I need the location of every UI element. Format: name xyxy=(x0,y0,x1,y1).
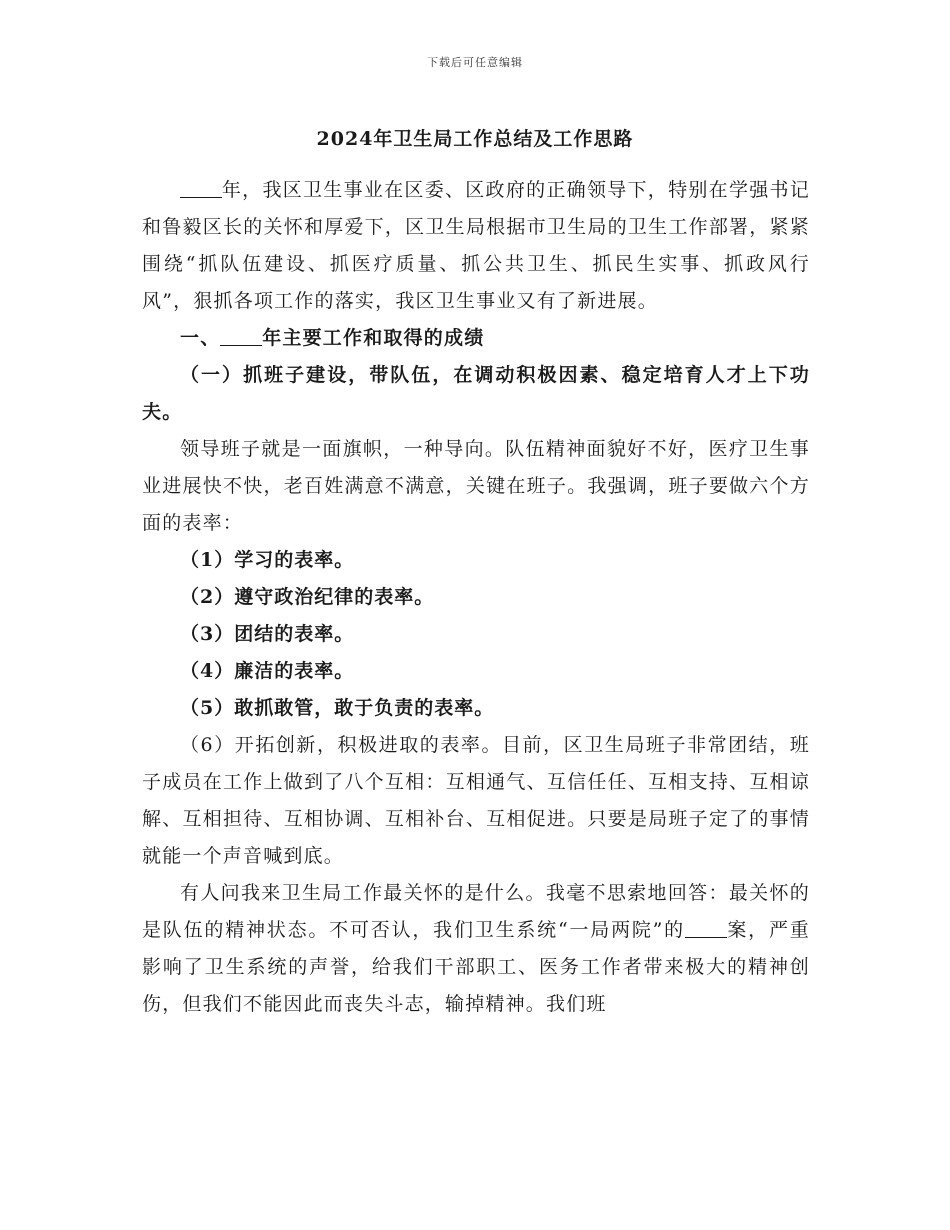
subsection-heading: （一）抓班子建设，带队伍，在调动积极因素、稳定培育人才上下功夫。 xyxy=(142,364,810,423)
section-heading-prefix: 一、 xyxy=(180,327,221,349)
intro-paragraph xyxy=(142,172,810,320)
leadership-paragraph: 领导班子就是一面旗帜，一种导向。队伍精神面貌好不好，医疗卫生事业进展快不快，老百姓满意不满意，关键在班子。我强调，班子要做六个方面的表率： xyxy=(142,438,810,534)
closing-paragraph xyxy=(142,875,810,1023)
section-heading xyxy=(142,320,810,357)
list-item-5: （5）敢抓敢管，敢于负责的表率。 xyxy=(180,697,495,719)
closing-text-end: 案，严重影响了卫生系统的声誉，给我们干部职工、医务工作者带来极大的精神创伤，但我们不能因此而丧失斗志，输掉精神。我们班 xyxy=(142,919,810,1015)
blank-line xyxy=(685,918,727,938)
section-heading-text: 年主要工作和取得的成绩 xyxy=(262,327,485,349)
document-title: 2024年卫生局工作总结及工作思路 xyxy=(316,128,634,150)
list-item-6: （6）开拓创新，积极进取的表率。目前，区卫生局班子非常团结，班子成员在工作上做到了八个互相：互相通气、互信任任、互相支持、互相谅解、互相担待、互相协调、互相补台、互相促进。只要是局班子定了的事情就能一个声音喊到底。 xyxy=(142,734,810,867)
intro-text: 年，我区卫生事业在区委、区政府的正确领导下，特别在学强书记和鲁毅区长的关怀和厚爱下，区卫生局根据市卫生局的卫生工作部署，紧紧围绕“抓队伍建设、抓医疗质量、抓公共卫生、抓民生实事、抓政风行风”，狠抓各项工作的落实，我区卫生事业又有了新进展。 xyxy=(142,179,810,312)
list-item-1: （1）学习的表率。 xyxy=(180,549,355,571)
list-item-2: （2）遵守政治纪律的表率。 xyxy=(180,586,435,608)
blank-line xyxy=(220,326,262,346)
blank-line xyxy=(180,178,222,198)
list-item-4: （4）廉洁的表率。 xyxy=(180,660,355,682)
closing-text-start: 有人问我来卫生局工作最关怀的是什么。我毫不思索地回答：最关怀的是队伍的精神状态。不可否认，我们卫生系统“一局两院”的 xyxy=(142,882,810,941)
document-body xyxy=(142,172,810,1023)
list-item-3: （3）团结的表率。 xyxy=(180,623,355,645)
header-note: 下载后可任意编辑 xyxy=(427,56,523,69)
